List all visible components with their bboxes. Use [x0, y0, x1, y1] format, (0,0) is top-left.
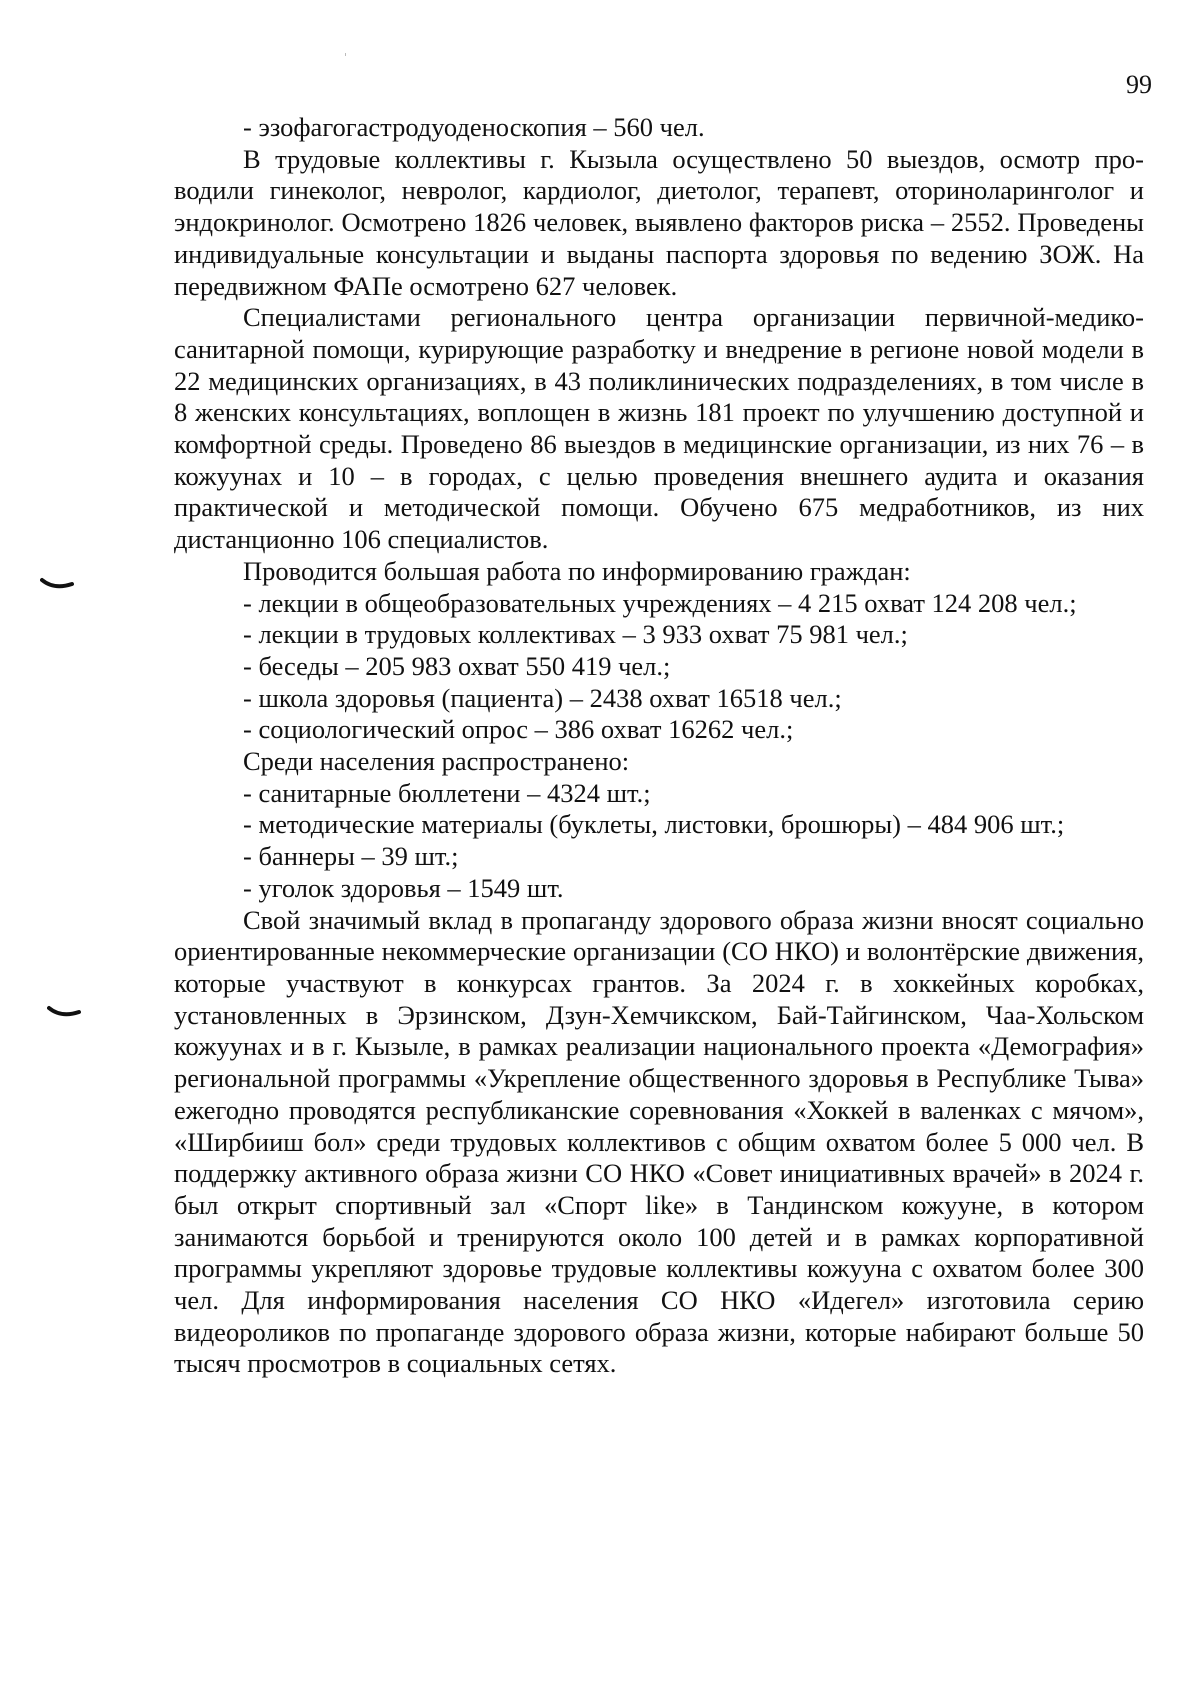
- margin-mark-icon: [40, 577, 74, 591]
- paragraph-nko-contribution: Свой значимый вклад в пропаганду здорового образа жизни вносят социально ориентированные некоммерческие организации (СО НКО) и волонтёрские движения, которые участвуют в конкурсах грантов. За 2024 г. в хоккейных коробках, установленных в Эрзинском, Дзун-Хемчикском, Бай-Тайгинском, Чаа-Хольском кожуунах и в г. Кызыле, в рамках реализации национального проекта «Демография» региональной программы «Укрепление общественного здоровья в Республике Тыва» ежегодно проводятся республиканские соревнования «Хоккей в валенках с мячом», «Ширбииш бол» среди трудовых коллективов с общим охватом более 5 000 чел. В поддержку активного образа жизни СО НКО «Совет инициативных врачей» в 2024 г. был открыт спортивный зал «Спорт like» в Тандинском кожууне, в котором занимаются борьбой и тренируются около 100 детей и в рамках корпоративной программы укрепляют здоровье трудовые коллективы кожууна с охватом более 300 чел. Для информирования населения СО НКО «Идегел» изготовила серию видеороликов по пропаганде здорового образа жизни, которые набирают больше 50 тысяч просмотров в социальных сетях.: [174, 904, 1144, 1379]
- list-item: - баннеры – 39 шт.;: [243, 841, 459, 872]
- list-item: - лекции в общеобразовательных учреждениях – 4 215 охват 124 208 чел.;: [243, 587, 1077, 618]
- distribution-intro: Среди населения распространено:: [243, 746, 630, 777]
- list-item: - эзофагогастродуоденоскопия – 560 чел.: [243, 112, 705, 142]
- list-item: - санитарные бюллетени – 4324 шт.;: [243, 777, 651, 808]
- list-item: - социологический опрос – 386 охват 16262 чел.;: [243, 714, 794, 745]
- document-body: [174, 112, 1144, 1380]
- list-item: - беседы – 205 983 охват 550 419 чел.;: [243, 650, 671, 681]
- list-item: - школа здоровья (пациента) – 2438 охват 16518 чел.;: [243, 682, 842, 713]
- margin-mark-icon: [47, 1005, 81, 1019]
- paragraph-regional-center: Специалистами регионального центра организации первичной-медико-санитарной помощи, курирующие разработку и внедрение в регионе новой модели в 22 медицинских организациях, в 43 поликлинических подразделениях, в том числе в 8 женских консультациях, воплощен в жизнь 181 проект по улучшению доступной и комфортной среды. Проведено 86 выездов в медицинские организации, из них 76 – в кожуунах и 10 – в городах, с целью проведения внешнего аудита и оказания практической и методической помощи. Обучено 675 медработников, из них дистанционно 106 специалистов.: [174, 302, 1144, 555]
- info-intro: Проводится большая работа по информированию граждан:: [243, 555, 911, 586]
- list-item: - лекции в трудовых коллективах – 3 933 охват 75 981 чел.;: [243, 619, 908, 650]
- list-item: - уголок здоровья – 1549 шт.: [243, 872, 564, 903]
- list-item: - методические материалы (буклеты, листовки, брошюры) – 484 906 шт.;: [243, 809, 1065, 840]
- page-number: 99: [1126, 70, 1152, 99]
- paragraph-workplace-visits: В трудовые коллективы г. Кызыла осуществлено 50 выездов, осмотр проводили гинеколог, невролог, кардиолог, диетолог, терапевт, оториноларинголог и эндокринолог. Осмотрено 1826 человек, выявлено факторов риска – 2552. Проведены индивидуальные консультации и выданы паспорта здоровья по ведению ЗОЖ. На передвижном ФАПе осмотрено 627 человек.: [174, 143, 1144, 301]
- scan-speck: [345, 53, 346, 56]
